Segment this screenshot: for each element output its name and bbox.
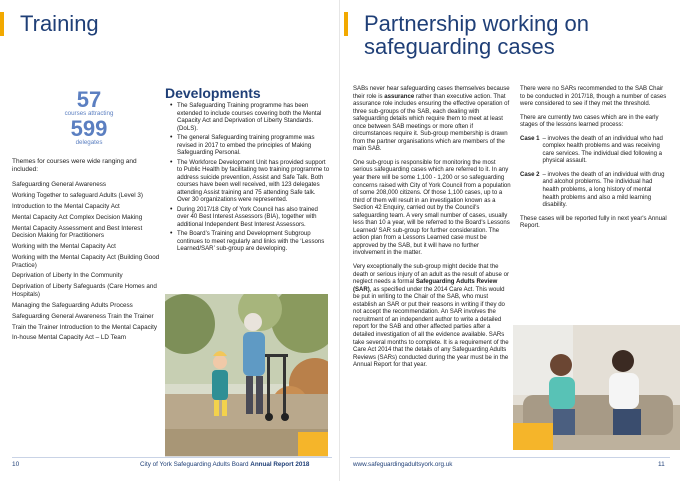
development-item: • The Workforce Development Unit has provided support to Public Health by facilitating two training programme to address suicide prevention, Assist and Safe Talk. Both courses have been well received, with 123 delegates attending Assist training and 75 attending Safe talk. Over 30 organizations were represented. [170,159,330,204]
theme-item: Introduction to the Mental Capacity Act [12,202,120,210]
bold-sar: Safeguarding Adults Review (SAR) [353,279,498,293]
footer-org: City of York Safeguarding Adults Board [140,461,251,468]
footer-page-number: 11 [658,461,665,468]
footer-report-title [140,461,309,468]
theme-item: Train the Trainer Introduction to the Mental Capacity [12,323,158,331]
heading-accent-bar [0,12,4,36]
photo-accent-block [298,432,328,457]
title-line-2: safeguarding cases [364,34,555,59]
footer-divider [350,457,670,458]
theme-item: Mental Capacity Act Complex Decision Making [12,213,143,221]
case-2-label: Case 2 [520,171,540,178]
title-line-1: Partnership working on [364,11,590,36]
paragraph-sab-role [353,86,511,154]
page-title-partnership [364,12,589,58]
paragraph-two-cases: There are currently two cases which are in the early stages of the lessons learned process: [520,114,659,129]
case-1-label: Case 1 [520,135,540,142]
photo-couple-on-sofa [513,325,680,450]
courses-count: 57 [76,87,102,112]
text-span: rather than executive action. That assurance role includes ensuring the effective operation of three sub-groups of the SAB, each dealing with safeguarding details which require them to meet at least once between SAB meetings or more often if circumstances require it. Sub-group membership is drawn from the partner organisations which are members of the main SAB. [353,93,510,153]
paragraph-no-sars: There were no SARs recommended to the SAB Chair to be conducted in 2017/18, though a number of cases were considered to see if they met the threshold. [520,86,667,108]
paragraph-sar [353,264,511,370]
right-page [340,0,680,481]
themes-intro: Themes for courses were wide ranging and included: [12,158,137,173]
theme-item: Working with the Mental Capacity Act [12,243,116,251]
courses-label: courses attracting [64,110,114,117]
developments-list [170,102,330,255]
footer-divider [12,457,332,458]
case-2-text: – involves the death of an individual with drug and alcohol problems. The individual had health problems, a long history of mental health problems and also a mild learning disability. [542,171,665,209]
heading-accent-bar [344,12,348,36]
photo-grandmother-child-walking [165,294,328,457]
development-item: • The Safeguarding Training programme has been extended to include courses covering both the Mental Capacity Act and Deprivation of Liberty Standards. (DoLS). [170,102,330,132]
case-1-text: – involves the death of an individual who had complex health problems and was receiving care services. The individual died following a physical assault. [542,135,663,165]
case-1 [520,136,668,166]
footer-website[interactable]: www.safeguardingadultsyork.org.uk [353,461,453,468]
footer-report: Annual Report 2018 [250,461,310,468]
paragraph-next-year: These cases will be reported fully in next year's Annual Report. [520,215,667,230]
theme-item: In-house Mental Capacity Act – LD Team [12,334,126,342]
training-stats [58,89,120,147]
development-item: • During 2017/18 City of York Council has also trained over 40 Best Interest Assessors (BIA), together with additional Independent Best Interest Assessors. [170,206,330,229]
theme-item: Safeguarding General Awareness Train the Trainer [12,312,154,320]
theme-item: Deprivation of Liberty Safeguards (Care Homes and Hospitals) [12,283,157,298]
development-item: • The Board’s Training and Development Subgroup continues to meet regularly and links with the ‘Lessons Learned/SAR’ sub-group are developing. [170,230,330,253]
delegates-label: delegates [75,139,103,146]
text-span: SABs never hear safeguarding cases themselves because their role is [353,86,510,100]
developments-heading: Developments [165,85,261,101]
delegates-count: 599 [70,116,108,141]
theme-item: Managing the Safeguarding Adults Process [12,301,133,309]
text-column-2 [520,86,668,237]
text-span: , as specified under the 2014 Care Act. This would be put in writing to the Chair of the SAB, who must establish an SAR or put their reasons in writing if they do not accept the recommendation. An SAR involves the recruitment of an independent author to write a detailed report for the SAB and other affected parties after a detailed investigation of all the evidence available. SARs take several months to complete. It is a requirement of the Care Act 2014 that the details of any Safeguarding Adults Reviews (SARs) conducted during the year must be in the Annual Report for that year. [353,286,509,369]
bold-assurance: assurance [384,93,415,100]
text-column-1 [353,86,511,376]
theme-item: Working with the Mental Capacity Act (Building Good Practice) [12,253,160,269]
theme-item: Mental Capacity Assessment and Best Interest Decision Making for Practitioners [12,224,143,240]
theme-item: Deprivation of Liberty In the Community [12,272,123,280]
paragraph-sub-group: One sub-group is responsible for monitoring the most serious safeguarding cases which are referred to it. In any year there will be some 1,100 - 1,200 or so safeguarding concerns raised with City of York Council from a population of some 208,000 citizens. Of those 1,100 cases, up to a third of them will result in an investigation known as a Section 42 Enquiry, carried out by the Council's safeguarding team. A very small number of cases, usually less than 10 a year, will be referred to the Board's Lessons Learned/ SAR sub-group for further consideration. The action plan from a Lessons Learned case must be approved by the SAB, but it will have no further involvement in the matter. [353,159,511,257]
themes-list [12,181,162,345]
page-title-training: Training [20,11,99,36]
development-item: • The general Safeguarding training programme was revised in 2017 to embed the principles of Making Safeguarding Personal. [170,134,330,157]
theme-item: Safeguarding General Awareness [12,181,107,188]
theme-item: Working Together to safeguard Adults (Level 3) [12,191,144,199]
photo-accent-block [513,423,553,450]
text-span: Very exceptionally the sub-group might decide that the death or serious injury of an adult as the result of abuse or neglect needs a formal [353,264,509,286]
footer-page-number: 10 [12,461,20,468]
case-2 [520,172,668,210]
